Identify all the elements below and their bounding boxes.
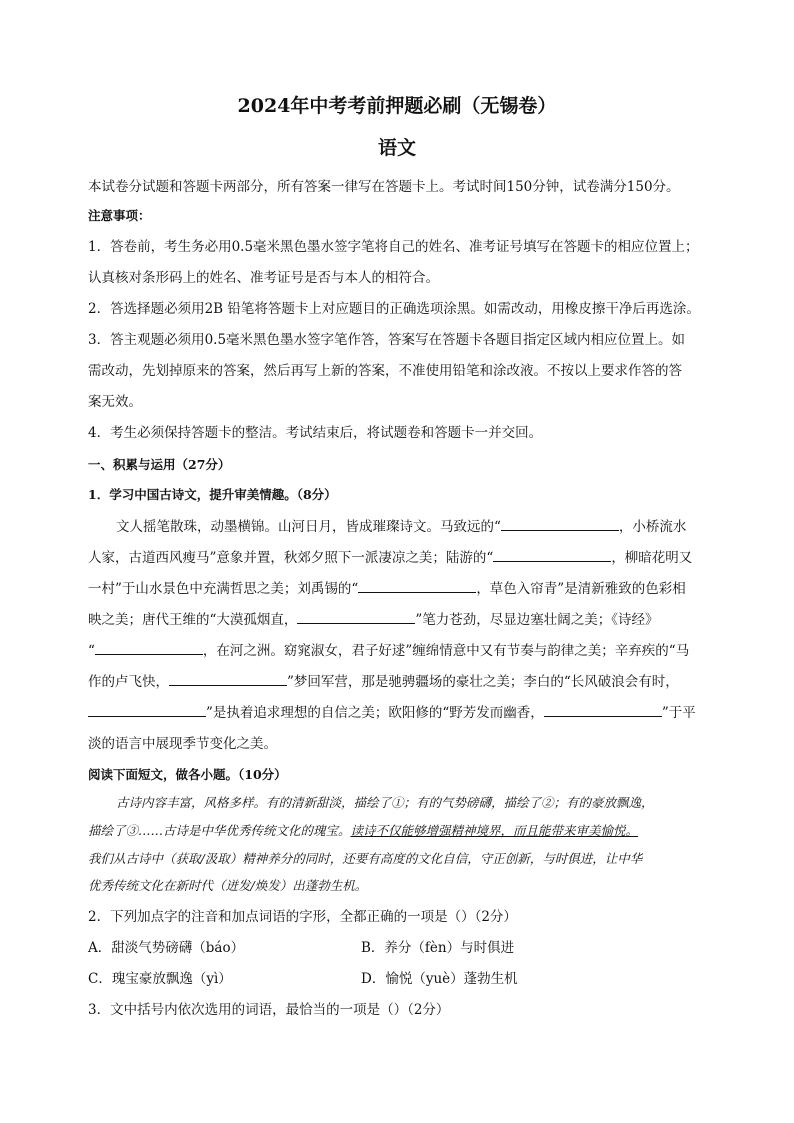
poem-line-4	[88, 609, 718, 631]
passage-line-2	[88, 820, 718, 842]
poem-text: 作的卢飞快，	[88, 674, 169, 690]
option-2b[interactable]: B．养分（fèn）与时俱进	[361, 940, 515, 956]
poem-text: “	[88, 643, 95, 659]
poem-line-5	[88, 640, 718, 662]
poem-text: ，在河之洲。窈窕淑女，君子好逑”缠绵情意中又有节奏与韵律之美；辛弃疾的“马	[202, 643, 690, 659]
passage-line-1: 古诗内容丰富，风格多样。有的清新甜淡，描绘了①；有的气势磅礴，描绘了②；有的豪放飘逸，	[116, 795, 654, 810]
subject-title: 语文	[377, 137, 416, 159]
answer-blank-7[interactable]	[88, 702, 206, 717]
answer-blank-3[interactable]	[358, 578, 476, 593]
poem-line-8: 淡的语言中展现季节变化之美。	[88, 736, 277, 752]
answer-blank-8[interactable]	[544, 702, 662, 717]
poem-text: 人家，古道西风瘦马”意象并置，秋郊夕照下一派凄凉之美；陆游的“	[88, 550, 494, 566]
note-3a: 3．答主观题必须用0.5毫米黑色墨水签字笔作答，答案写在答题卡各题目指定区域内相应位置上。如	[88, 332, 686, 348]
poem-text: ”于平	[661, 705, 696, 721]
notes-heading: 注意事项：	[88, 208, 151, 223]
answer-blank-2[interactable]	[493, 547, 611, 562]
page-title: 2024年中考考前押题必刷（无锡卷）	[237, 95, 557, 117]
passage-line-4: 优秀传统文化在新时代（迸发/焕发）出蓬勃生机。	[88, 878, 368, 893]
passage-text: 描绘了③……古诗是中华优秀传统文化的瑰宝。	[88, 823, 351, 838]
poem-text: 文人摇笔散珠，动墨横锦。山河日月，皆成璀璨诗文。马致远的“	[116, 519, 501, 535]
poem-text: ，柳暗花明又	[611, 550, 693, 566]
poem-line-2	[88, 547, 718, 569]
poem-line-3	[88, 578, 718, 600]
poem-text: 一村”于山水景色中充满哲思之美；刘禹锡的“	[88, 581, 359, 597]
note-3b: 需改动，先划掉原来的答案，然后再写上新的答案，不准使用铅笔和涂改液。不按以上要求作答的答	[88, 363, 682, 379]
question-1-heading: 1．学习中国古诗文，提升审美情趣。（8分）	[88, 487, 337, 502]
poem-text: ”笔力苍劲，尽显边塞壮阔之美；《诗经》	[415, 612, 659, 628]
intro-text: 本试卷分试题和答题卡两部分，所有答案一律写在答题卡上。考试时间150分钟，试卷满分150分。	[88, 179, 680, 195]
poem-text: ”梦回军营，那是驰骋疆场的豪壮之美；李白的“长风破浪会有时，	[287, 674, 679, 690]
note-4: 4．考生必须保持答题卡的整洁。考试结束后，将试题卷和答题卡一并交回。	[88, 425, 543, 441]
question-2-stem: 2．下列加点字的注音和加点词语的字形，全都正确的一项是（）（2分）	[88, 909, 517, 925]
reading-heading: 阅读下面短文，做各小题。（10分）	[88, 767, 287, 782]
poem-line-1	[116, 516, 718, 538]
option-2a[interactable]: A．甜淡气势磅礴（báo）	[88, 940, 245, 956]
answer-blank-5[interactable]	[95, 640, 203, 655]
passage-underlined-sentence: 读诗不仅能够增强精神境界，而且能带来审美愉悦。	[350, 823, 639, 838]
option-2c[interactable]: C．瑰宝豪放飘逸（yì）	[88, 971, 232, 987]
question-3-stem: 3．文中括号内依次选用的词语，最恰当的一项是（）（2分）	[88, 1002, 450, 1018]
poem-text: ，草色入帘青”是清新雅致的色彩相	[476, 581, 686, 597]
answer-blank-4[interactable]	[297, 609, 415, 624]
poem-line-6	[88, 671, 718, 693]
answer-blank-6[interactable]	[169, 671, 287, 686]
poem-text: ”是执着追求理想的自信之美；欧阳修的“野芳发而幽香，	[206, 705, 544, 721]
note-1b: 认真核对条形码上的姓名、准考证号是否与本人的相符合。	[88, 270, 439, 286]
section-1-heading: 一、积累与运用（27分）	[88, 457, 231, 472]
answer-blank-1[interactable]	[501, 516, 619, 531]
poem-line-7	[88, 702, 718, 724]
note-1a: 1．答卷前，考生务必用0.5毫米黑色墨水签字笔将自己的姓名、准考证号填写在答题卡的相应位置上；	[88, 239, 699, 255]
option-2d[interactable]: D．愉悦（yuè）蓬勃生机	[361, 971, 518, 987]
passage-line-3: 我们从古诗中（获取/汲取）精神养分的同时，还要有高度的文化自信，守正创新，与时俱进，让中华	[88, 851, 643, 866]
note-3c: 案无效。	[88, 394, 142, 410]
note-2: 2．答选择题必须用2B 铅笔将答题卡上对应题目的正确选项涂黑。如需改动，用橡皮擦干净后再选涂。	[88, 301, 700, 317]
poem-text: ，小桥流水	[618, 519, 687, 535]
poem-text: 映之美；唐代王维的“大漠孤烟直，	[88, 612, 298, 628]
